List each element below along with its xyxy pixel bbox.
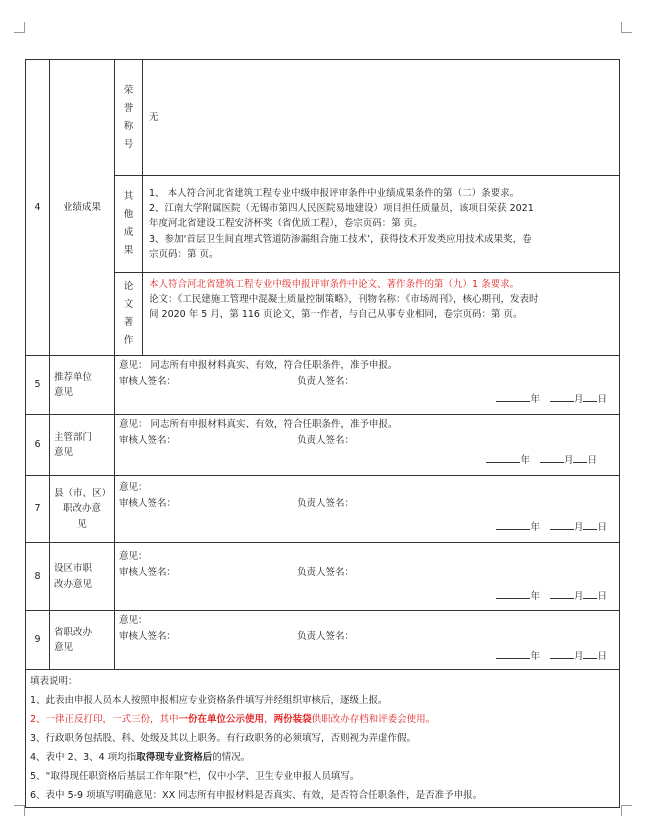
crop-mark-top-left (14, 22, 25, 33)
note-1: 1、此表由申报人员本人按照申报相应专业资格条件填写并经组织审核后，逐级上报。 (30, 695, 388, 706)
reviewer-signature: 审核人签名： (119, 376, 177, 387)
principal-signature: 负责人签名： (297, 376, 355, 387)
row-item-label: 省职改办 意见 (50, 611, 115, 670)
opinion-text: 意见： 同志所有申报材料真实、有效，符合任职条件，准予申报。 (119, 419, 398, 430)
principal-signature: 负责人签名： (297, 435, 355, 446)
reviewer-signature: 审核人签名： (119, 631, 177, 642)
opinion-row (26, 611, 620, 670)
crop-mark-bottom-right (621, 805, 632, 816)
opinion-text: 意见： 同志所有申报材料真实、有效，符合任职条件，准予申报。 (119, 360, 398, 371)
note-2: 2、一律正反打印，一式三份，其中一份在单位公示使用，两份装袋供职改办存档和评委会使用。 (30, 714, 436, 725)
reviewer-signature: 审核人签名： (119, 498, 177, 509)
principal-signature: 负责人签名： (297, 631, 355, 642)
opinion-row (26, 356, 620, 415)
crop-mark-top-right (621, 22, 632, 33)
opinion-row (26, 476, 620, 543)
row-number: 6 (26, 415, 50, 476)
row-item-label: 业绩成果 (50, 60, 115, 356)
papers-content: 本人符合河北省建筑工程专业中级申报评审条件中论文、著作条件的第（九）1 条要求。 论文：《工民建施工管理中混凝土质量控制策略》，刊物名称：《市场周刊》，核心期刊，发表时 间 2020 年 5 月，第 116 页论文，第一作者，与自己从事专业相同，卷宗页码：第 页。 (143, 273, 620, 356)
notes-title: 填表说明： (30, 676, 78, 687)
honor-row (26, 60, 620, 176)
reviewer-signature: 审核人签名： (119, 567, 177, 578)
row-number: 9 (26, 611, 50, 670)
row-item-label: 设区市职 改办意见 (50, 543, 115, 611)
opinion-row (26, 543, 620, 611)
form-notes (26, 670, 620, 808)
opinion-text: 意见： (119, 551, 148, 562)
opinion-text: 意见： (119, 482, 148, 493)
row-item-label: 县（市、区） 职改办意 见 (50, 476, 115, 543)
opinion-cell (115, 543, 620, 611)
note-5: 5、“取得现任职资格后基层工作年限”栏，仅中小学、卫生专业申报人员填写。 (30, 771, 360, 782)
date-line: 年 月 日 (496, 518, 607, 535)
opinion-cell (115, 415, 620, 476)
row-item-label: 推荐单位 意见 (50, 356, 115, 415)
other-achievements-content: 1、 本人符合河北省建筑工程专业中级申报评审条件中业绩成果条件的第（二）条要求。 2、江南大学附属医院（无锡市第四人民医院易地建设）项目担任质量员，该项目荣获 2021 年度河北省建设工程安济杯奖（省优质工程），卷宗页码：第 页。 3、参加‘首层卫生间直埋式管道防渗漏组合施工技术’，获得技术开发类应用技术成果奖，卷 宗页码：第 页。 (143, 176, 620, 273)
row-item-label: 主管部门 意见 (50, 415, 115, 476)
date-line: 年 月 日 (496, 647, 607, 664)
note-3: 3、行政职务包括股、科、处级及其以上职务。有行政职务的必须填写，否则视为弄虚作假。 (30, 733, 417, 744)
row-number: 5 (26, 356, 50, 415)
note-4: 4、表中 2、3、4 项均指取得现专业资格后的情况。 (30, 752, 251, 763)
principal-signature: 负责人签名： (297, 567, 355, 578)
opinion-text: 意见： (119, 615, 148, 626)
opinion-cell (115, 476, 620, 543)
row-number: 4 (26, 60, 50, 356)
papers-label: 论 文 著 作 (115, 273, 143, 356)
opinion-cell (115, 611, 620, 670)
other-achievements-label: 其 他 成 果 (115, 176, 143, 273)
crop-mark-bottom-left (14, 805, 25, 816)
date-line: 年 月 日 (486, 451, 597, 468)
opinion-row (26, 415, 620, 476)
other-achievements-row (26, 176, 620, 273)
papers-row (26, 273, 620, 356)
honor-title-content: 无 (143, 60, 620, 176)
opinion-cell (115, 356, 620, 415)
date-line: 年 月 日 (496, 587, 607, 604)
reviewer-signature: 审核人签名： (119, 435, 177, 446)
date-line: 年 月 日 (496, 390, 607, 407)
row-number: 7 (26, 476, 50, 543)
note-6: 6、表中 5-9 项填写明确意见：XX 同志所有申报材料是否真实、有效，是否符合任职条件，是否准予申报。 (30, 790, 483, 801)
honor-title-label: 荣 誉 称 号 (115, 60, 143, 176)
row-number: 8 (26, 543, 50, 611)
notes-row (26, 670, 620, 808)
principal-signature: 负责人签名： (297, 498, 355, 509)
application-form-table (25, 59, 620, 808)
